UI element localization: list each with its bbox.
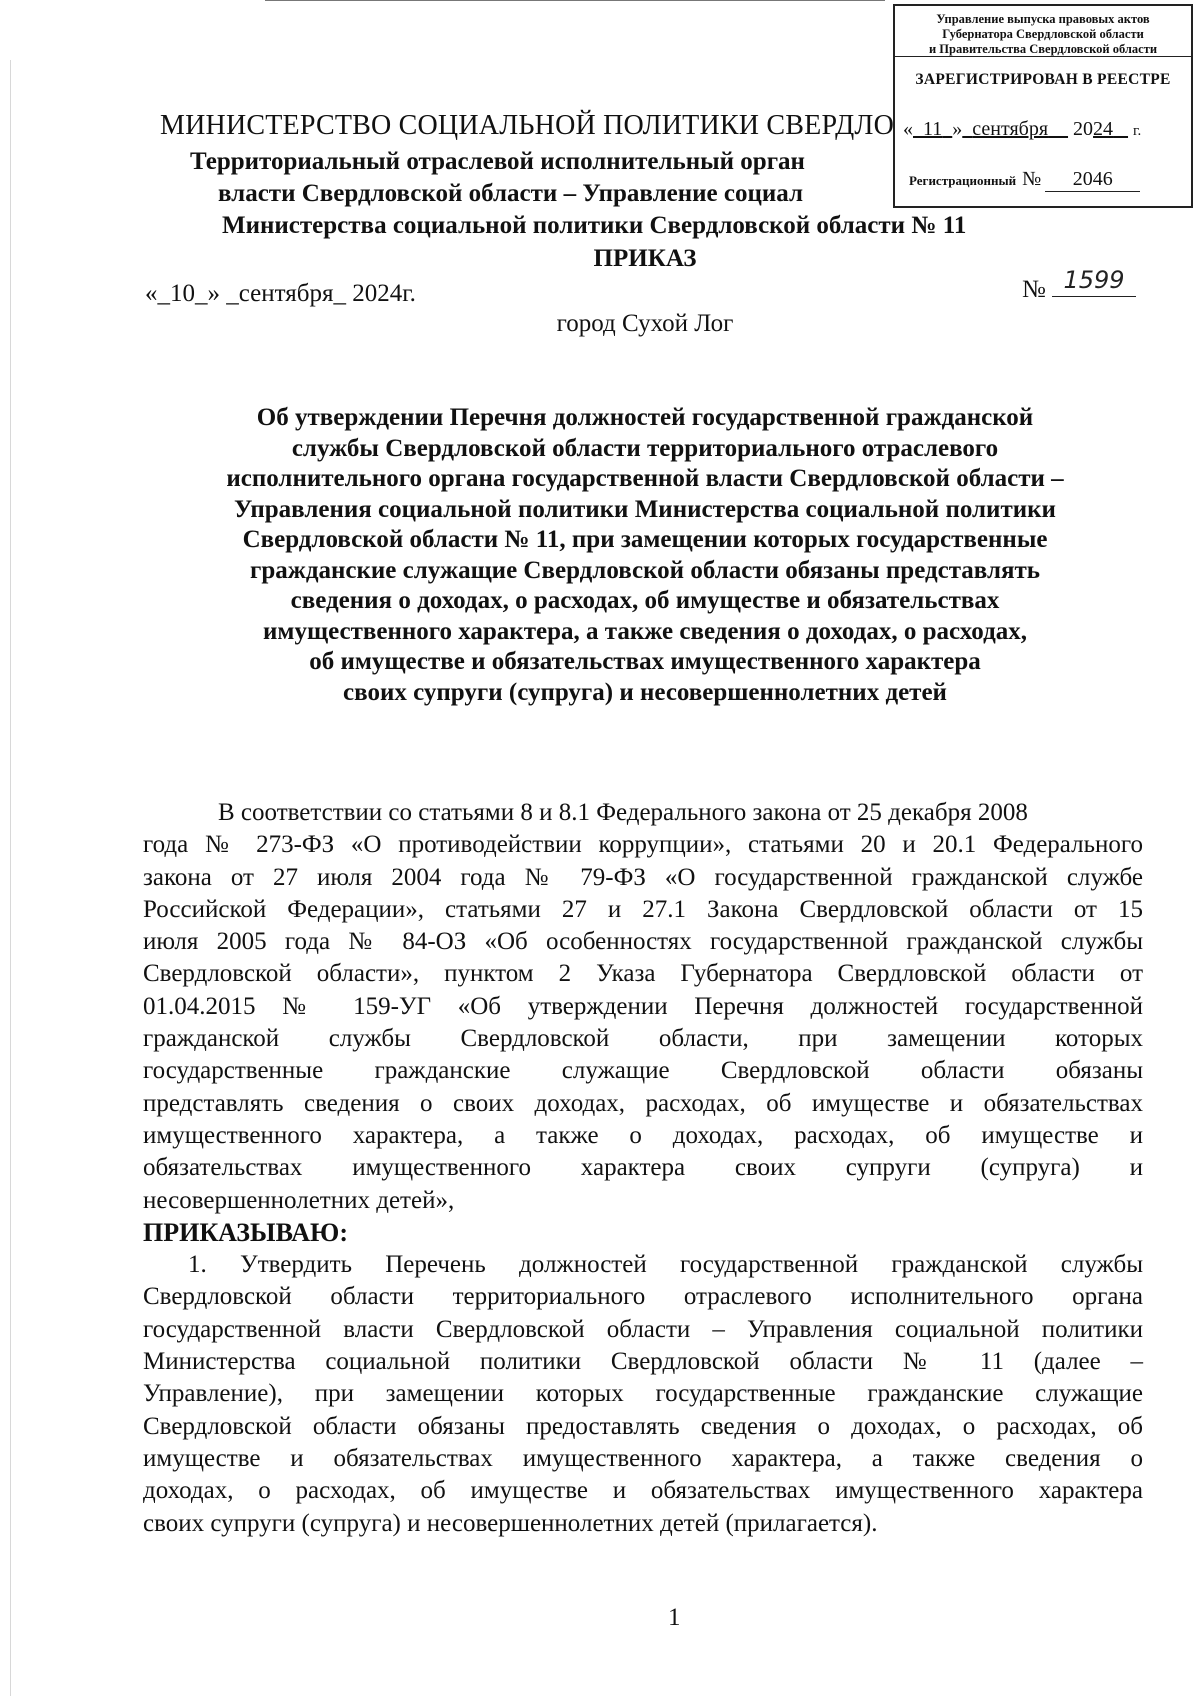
item-1-line: Министерства социальной политики Свердловской области № 11 (далее – bbox=[143, 1348, 1143, 1376]
stamp-year-unit: г. bbox=[1133, 123, 1142, 139]
stamp-no-sign: № bbox=[1022, 168, 1042, 190]
title-line: Управления социальной политики Министерства социальной политики bbox=[234, 495, 1056, 523]
title-line: службы Свердловской области территориального отраслевого bbox=[291, 434, 999, 462]
item-1-line: 1. Утвердить Перечень должностей государственной гражданской службы bbox=[188, 1251, 1143, 1279]
preamble-line: обязательствах имущественного характера своих супруги (супруга) и bbox=[143, 1154, 1143, 1182]
document-body bbox=[143, 797, 1143, 1540]
item-1-line: государственной власти Свердловской области – Управления социальной политики bbox=[143, 1315, 1143, 1343]
scan-edge bbox=[10, 60, 11, 1696]
stamp-day: 11 bbox=[923, 118, 943, 140]
preamble-line: июля 2005 года № 84-ОЗ «Об особенностях государственной гражданской службы bbox=[143, 928, 1143, 956]
title-line: исполнительного органа государственной власти Свердловской области – bbox=[226, 465, 1064, 492]
title-line: своих супруги (супруга) и несовершеннолетних детей bbox=[343, 678, 947, 706]
stamp-org-line: и Правительства Свердловской области bbox=[928, 42, 1158, 56]
document-title bbox=[140, 403, 1150, 708]
order-number-label: № bbox=[1022, 276, 1046, 303]
title-line: об имуществе и обязательствах имущественного характера bbox=[309, 648, 981, 675]
preamble-line: Свердловской области», пунктом 2 Указа Губернатора Свердловской области от bbox=[143, 960, 1143, 988]
org-line: власти Свердловской области – Управление социал bbox=[218, 180, 804, 207]
stamp-reg-label: Регистрационный bbox=[909, 173, 1017, 188]
preamble-line: несовершеннолетних детей», bbox=[143, 1186, 455, 1214]
item-1-line: Свердловской области обязаны предоставлять сведения о доходах, о расходах, об bbox=[143, 1412, 1143, 1440]
title-line: имущественного характера, а также сведения о доходах, о расходах, bbox=[263, 617, 1027, 645]
preamble-line: закона от 27 июля 2004 года № 79-ФЗ «О государственной гражданской службе bbox=[143, 863, 1143, 891]
stamp-reg-value: 2046 bbox=[1045, 168, 1140, 192]
preamble-line: В соответствии со статьями 8 и 8.1 Федерального закона от 25 декабря 2008 bbox=[218, 799, 1028, 826]
preamble-line: года № 273-ФЗ «О противодействии коррупции», статьями 20 и 20.1 Федерального bbox=[143, 831, 1143, 859]
stamp-reg-number bbox=[909, 168, 1189, 192]
stamp-org-line: Управление выпуска правовых актов bbox=[936, 12, 1150, 26]
org-line: Территориальный отраслевой исполнительный орган bbox=[190, 148, 805, 175]
registration-stamp bbox=[893, 4, 1193, 208]
order-date: «_10_» _сентября_ 2024г. bbox=[145, 280, 416, 307]
preamble-line: Российской Федерации», статьями 27 и 27.1 Закона Свердловской области от 15 bbox=[143, 895, 1143, 923]
title-line: сведения о доходах, о расходах, об имуществе и обязательствах bbox=[290, 587, 1000, 614]
document-type: ПРИКАЗ bbox=[593, 245, 697, 272]
preamble-line: 01.04.2015 № 159-УГ «Об утверждении Перечня должностей государственной bbox=[143, 992, 1143, 1020]
title-line: Об утверждении Перечня должностей государственной гражданской bbox=[256, 404, 1034, 431]
org-line: Министерства социальной политики Свердловской области № 11 bbox=[222, 212, 967, 239]
stamp-date: « 11 » сентября 2024 г. bbox=[903, 118, 1142, 140]
preamble-line: представлять сведения о своих доходах, расходах, об имуществе и обязательствах bbox=[143, 1089, 1143, 1117]
stamp-year-suffix: 24 bbox=[1093, 118, 1114, 140]
order-word: ПРИКАЗЫВАЮ: bbox=[143, 1217, 348, 1247]
item-1-line: своих супруги (супруга) и несовершеннолетних детей (прилагается). bbox=[143, 1509, 878, 1537]
item-1-line: доходах, о расходах, об имуществе и обязательствах имущественного характера bbox=[143, 1477, 1143, 1505]
page-number: 1 bbox=[668, 1604, 681, 1631]
scan-top-line bbox=[265, 0, 885, 1]
stamp-org-line: Губернатора Свердловской области bbox=[942, 27, 1144, 41]
stamp-organization bbox=[895, 6, 1191, 56]
title-line: Свердловской области № 11, при замещении которых государственные bbox=[242, 526, 1048, 553]
stamp-year-prefix: 20 bbox=[1073, 118, 1094, 140]
order-number-handwritten: 1599 bbox=[1052, 266, 1136, 297]
preamble-line: имущественного характера, а также о доходах, расходах, об имуществе и bbox=[143, 1121, 1143, 1149]
item-1-line: Свердловской области территориального отраслевого исполнительного органа bbox=[143, 1283, 1143, 1311]
title-line: гражданские служащие Свердловской области обязаны представлять bbox=[249, 556, 1041, 584]
stamp-registered-label: ЗАРЕГИСТРИРОВАН В РЕЕСТРЕ bbox=[915, 71, 1171, 88]
city: город Сухой Лог bbox=[556, 310, 734, 337]
preamble-line: государственные гражданские служащие Свердловской области обязаны bbox=[143, 1057, 1143, 1085]
stamp-month: сентября bbox=[972, 118, 1049, 140]
ministry-name: МИНИСТЕРСТВО СОЦИАЛЬНОЙ ПОЛИТИКИ СВЕРДЛО bbox=[160, 110, 895, 141]
preamble-line: гражданской службы Свердловской области, при замещении которых bbox=[143, 1025, 1143, 1053]
item-1-line: Управление), при замещении которых государственные гражданские служащие bbox=[143, 1380, 1143, 1408]
item-1-line: имуществе и обязательствах имущественного характера, а также сведения о bbox=[143, 1444, 1143, 1472]
